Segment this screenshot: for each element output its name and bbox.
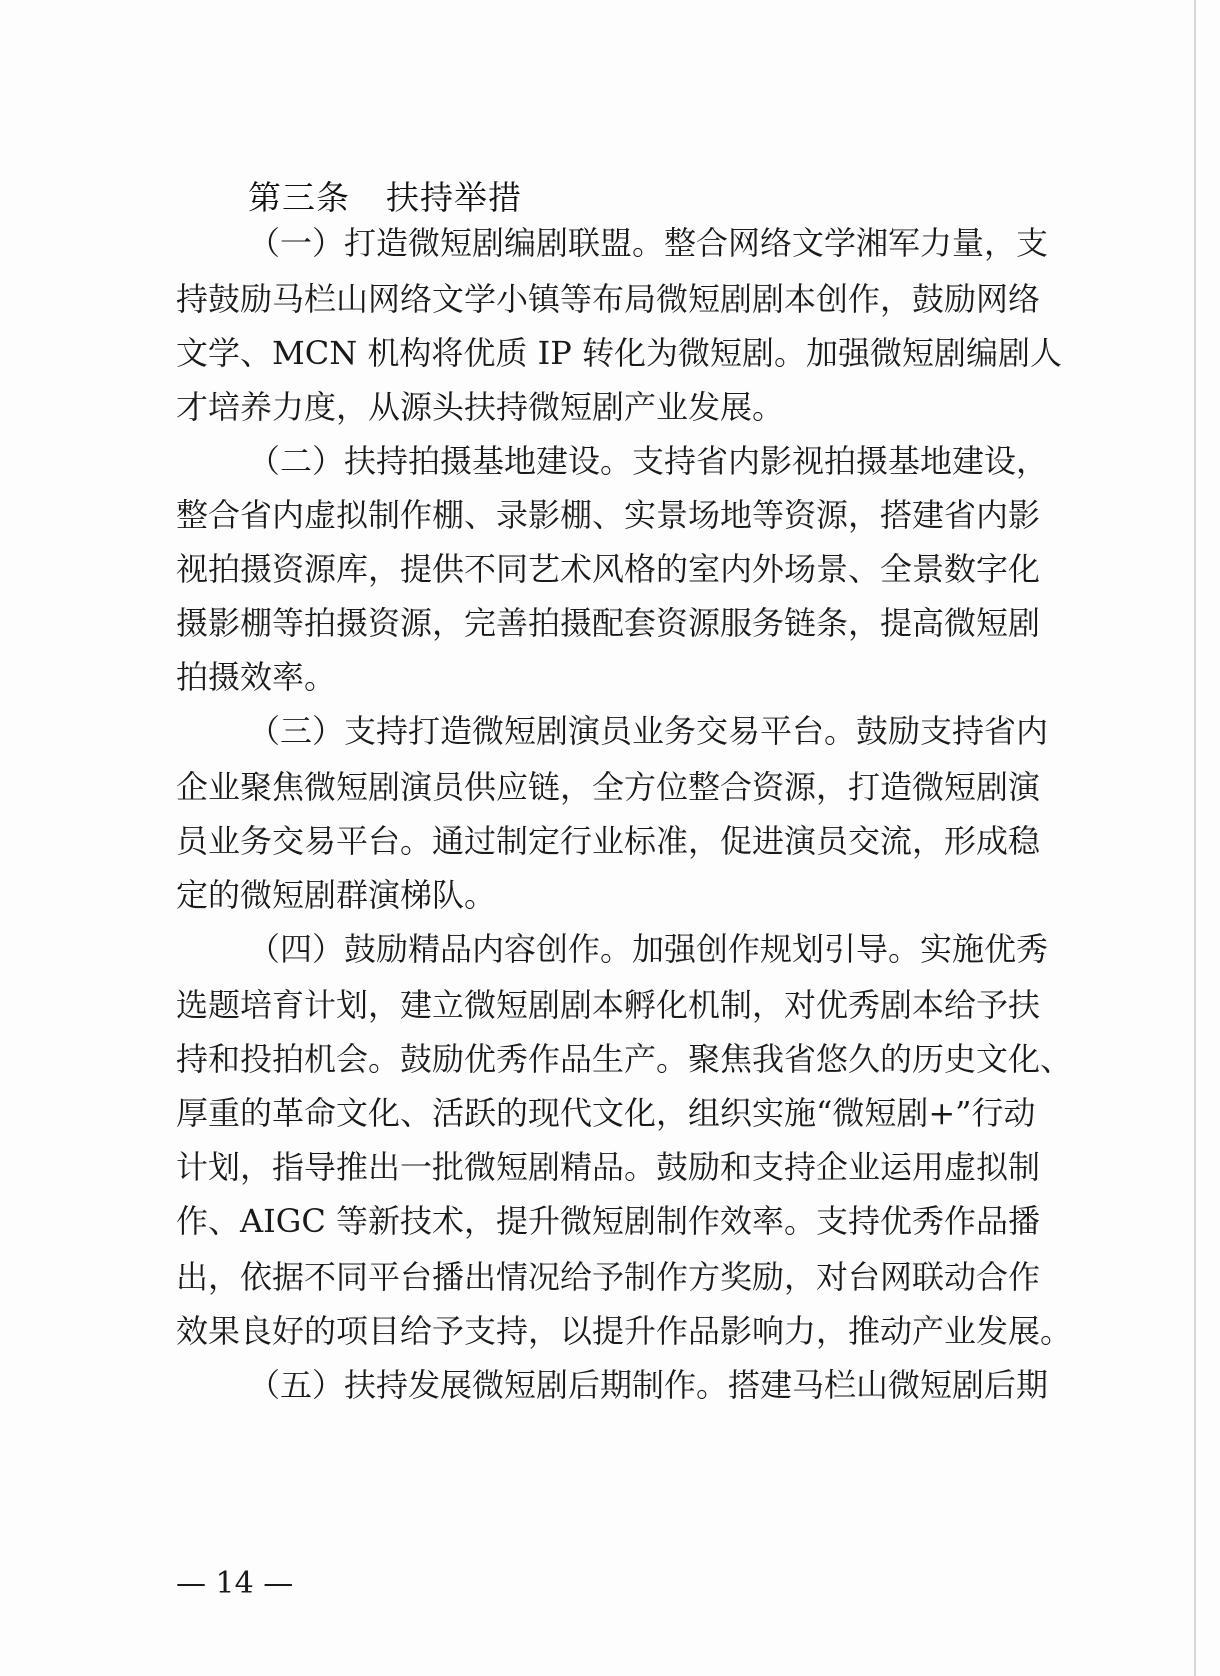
paragraph-4-line: 厚重的革命文化、活跃的现代文化，组织实施“微短剧+”行动	[176, 1094, 1036, 1132]
paragraph-2-line: 拍摄效率。	[176, 658, 337, 696]
paragraph-3-line: 定的微短剧群演梯队。	[176, 876, 497, 914]
paragraph-4-line: 出，依据不同平台播出情况给予制作方奖励，对台网联动合作	[176, 1258, 1041, 1296]
paragraph-1-line: 持鼓励马栏山网络文学小镇等布局微短剧剧本创作，鼓励网络	[176, 280, 1041, 318]
paragraph-4-line: 持和投拍机会。鼓励优秀作品生产。聚焦我省悠久的历史文化、	[176, 1040, 1073, 1078]
paragraph-4-line: （四）鼓励精品内容创作。加强创作规划引导。实施优秀	[248, 930, 1049, 968]
paragraph-1-line: （一）打造微短剧编剧联盟。整合网络文学湘军力量，支	[248, 224, 1049, 262]
page-number: — 14 —	[176, 1566, 294, 1601]
paragraph-4-line: 选题培育计划，建立微短剧剧本孵化机制，对优秀剧本给予扶	[176, 986, 1041, 1024]
paragraph-4-line: 计划，指导推出一批微短剧精品。鼓励和支持企业运用虚拟制	[176, 1148, 1041, 1186]
paragraph-2-line: 摄影棚等拍摄资源，完善拍摄配套资源服务链条，提高微短剧	[176, 604, 1041, 642]
paragraph-3-line: （三）支持打造微短剧演员业务交易平台。鼓励支持省内	[248, 712, 1049, 750]
paragraph-5-line: （五）扶持发展微短剧后期制作。搭建马栏山微短剧后期	[248, 1366, 1049, 1404]
paragraph-3-line: 企业聚焦微短剧演员供应链，全方位整合资源，打造微短剧演	[176, 768, 1041, 806]
scan-edge-line	[1194, 0, 1196, 1676]
paragraph-4-line: 作、AIGC 等新技术，提升微短剧制作效率。支持优秀作品播	[176, 1202, 1040, 1240]
paragraph-1-line: 才培养力度，从源头扶持微短剧产业发展。	[176, 388, 785, 426]
article-title	[248, 172, 522, 219]
paragraph-3-line: 员业务交易平台。通过制定行业标准，促进演员交流，形成稳	[176, 822, 1041, 860]
paragraph-2-line: 视拍摄资源库，提供不同艺术风格的室内外场景、全景数字化	[176, 550, 1041, 588]
paragraph-2-line: （二）扶持拍摄基地建设。支持省内影视拍摄基地建设，	[248, 442, 1049, 480]
article-heading: 扶持举措	[386, 178, 522, 217]
paragraph-1-line: 文学、MCN 机构将优质 IP 转化为微短剧。加强微短剧编剧人	[176, 334, 1062, 372]
paragraph-4-line: 效果良好的项目给予支持，以提升作品影响力，推动产业发展。	[176, 1312, 1073, 1350]
paragraph-2-line: 整合省内虚拟制作棚、录影棚、实景场地等资源，搭建省内影	[176, 496, 1041, 534]
article-number: 第三条	[248, 178, 350, 217]
